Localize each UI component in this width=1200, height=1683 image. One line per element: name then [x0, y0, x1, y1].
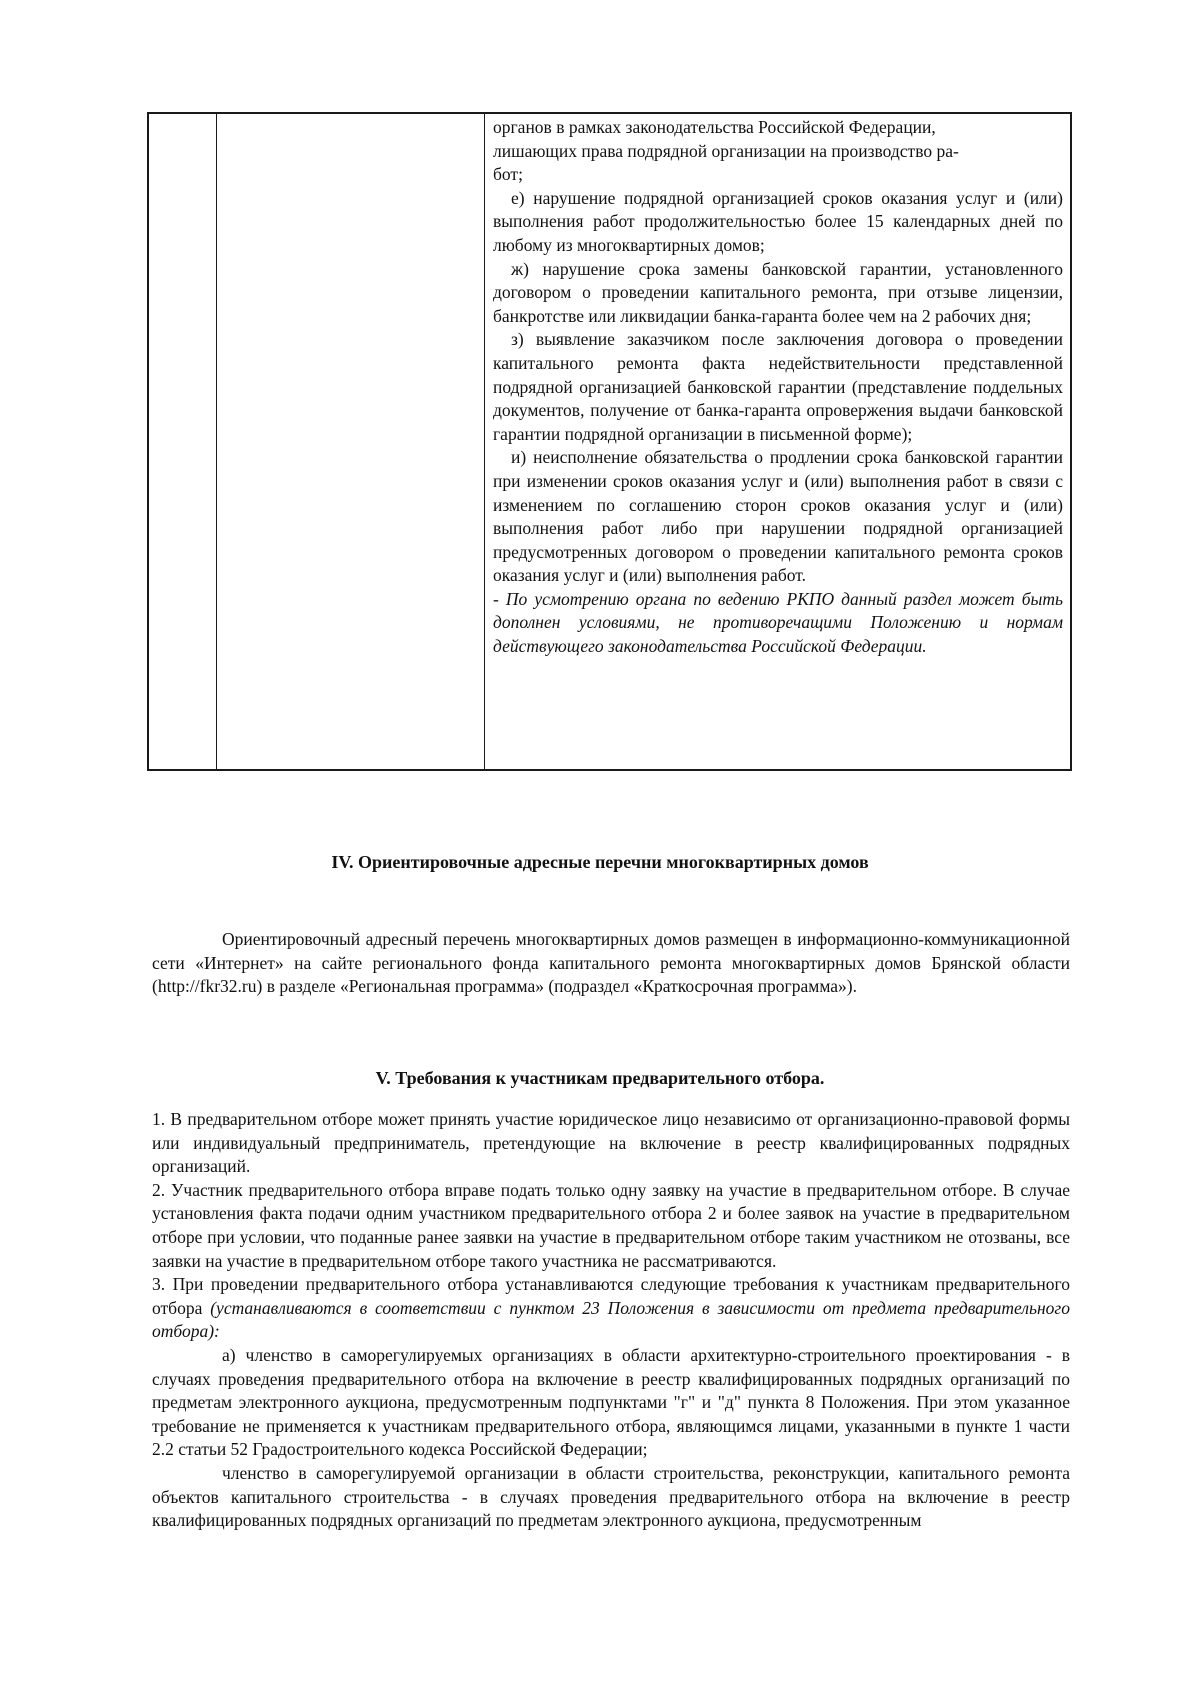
table-column-divider-1 [216, 114, 217, 769]
table-item-e: е) нарушение подрядной организацией сроков оказания услуг и (или) выполнения работ продолжительностью более 15 календарных дней по любому из многоквартирных домов; [493, 187, 1063, 255]
paragraph-3-text: 3. При проведении предварительного отбора устанавливаются следующие требования к участникам предварительного отбора [152, 1274, 1070, 1318]
section-5-item-a: а) членство в саморегулируемых организациях в области архитектурно-строительного проектирования - в случаях проведения предварительного отбора на включение в реестр квалифицированных подрядных организаций по предметам электронного аукциона, предусмотренным подпунктами "г" и "д" пункта 8 Положения. При этом указанное требование не применяется к участникам предварительного отбора, являющимся лицами, указанными в пункте 1 части 2.2 статьи 52 Градостроительного кодекса Российской Федерации; [152, 1344, 1070, 1460]
table-line: органов в рамках законодательства Российской Федерации, [493, 117, 936, 137]
table-item-z: з) выявление заказчиком после заключения договора о проведении капитального ремонта факта недействительности представленной подрядной организацией банковской гарантии (представление поддельных документов, получение от банка-гаранта опровержения выдачи банковской гарантии подрядной организации в письменной форме); [493, 329, 1063, 444]
table-line: лишающих права подрядной организации на производство ра- [493, 140, 959, 161]
section-5-text-block [152, 1108, 1070, 1533]
table-item-i: и) неисполнение обязательства о продлении срока банковской гарантии при изменении сроков оказания услуг и (или) выполнения работ в связи с изменением по соглашению сторон сроков оказания услуг и (или) выполнения работ либо при нарушении подрядной организацией предусмотренных договором о проведении капитального ремонта сроков оказания услуг и (или) выполнения работ. [493, 447, 1063, 586]
section-5-item-b: членство в саморегулируемой организации в области строительства, реконструкции, капитального ремонта объектов капитального строительства - в случаях проведения предварительного отбора на включение в реестр квалифицированных подрядных организаций по предметам электронного аукциона, предусмотренным [152, 1462, 1070, 1531]
table-item-zh: ж) нарушение срока замены банковской гарантии, установленного договором о проведении капитального ремонта, при отзыве лицензии, банкротстве или ликвидации банка-гаранта более чем на 2 рабочих дня; [493, 258, 1063, 326]
section-5-paragraph-1: 1. В предварительном отборе может принять участие юридическое лицо независимо от организационно-правовой формы или индивидуальный предприниматель, претендующие на включение в реестр квалифицированных подрядных организаций. [152, 1109, 1070, 1177]
section-4-paragraph: Ориентировочный адресный перечень многоквартирных домов размещен в информационно-коммуникационной сети «Интернет» на сайте регионального фонда капитального ремонта многоквартирных домов Брянской области (http://fkr32.ru) в разделе «Региональная программа» (подраздел «Краткосрочная программа»). [152, 929, 1070, 997]
table-note: - По усмотрению органа по ведению РКПО данный раздел может быть дополнен условиями, не противоречащими Положению и нормам действующего законодательства Российской Федерации. [493, 588, 1063, 657]
section-5-heading: V. Требования к участникам предварительного отбора. [375, 1068, 825, 1088]
paragraph-3-italic-note: (устанавливаются в соответствии с пунктом 23 Положения в зависимости от предмета предварительного отбора): [152, 1297, 1070, 1342]
section-5-paragraph-3 [152, 1273, 1070, 1344]
table-cell-text [493, 116, 1063, 659]
section-5-paragraph-2: 2. Участник предварительного отбора вправе подать только одну заявку на участие в предварительном отборе. В случае установления факта подачи одним участником предварительного отбора 2 и более заявок на участие в предварительном отборе при условии, что поданные ранее заявки на участие в предварительном отборе таким участником не отозваны, все заявки на участие в предварительном отборе такого участника не рассматриваются. [152, 1179, 1070, 1271]
section-4-text-block [152, 928, 1070, 999]
requirements-table [147, 112, 1072, 771]
table-line: бот; [493, 164, 523, 185]
table-column-divider-2 [484, 114, 485, 769]
section-4-heading: IV. Ориентировочные адресные перечни многоквартирных домов [331, 852, 869, 872]
